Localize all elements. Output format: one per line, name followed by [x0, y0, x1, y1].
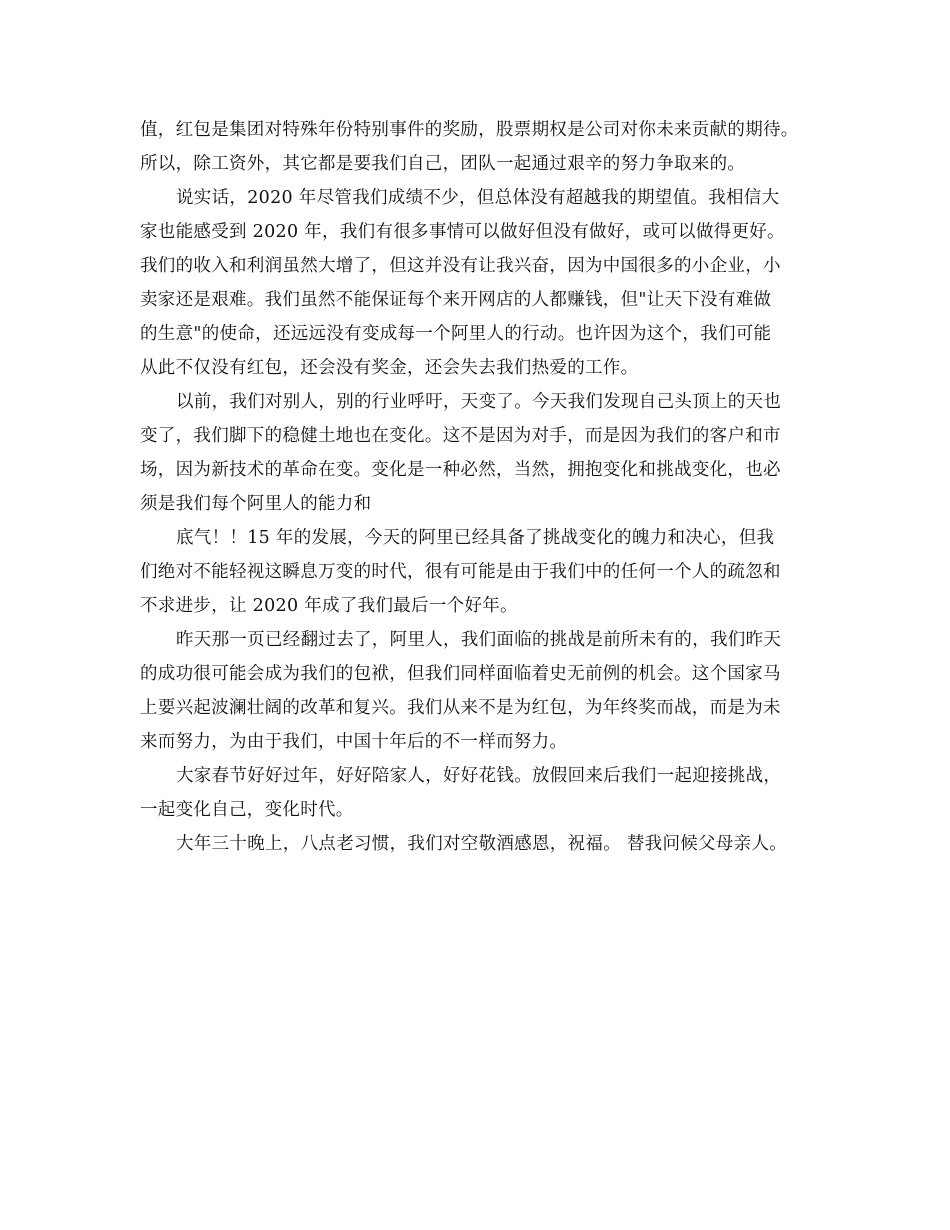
text-line: 上要兴起波澜壮阔的改革和复兴。我们从来不是为红包，为年终奖而战，而是为未: [140, 698, 781, 718]
text-line: 一起变化自己，变化时代。: [140, 800, 354, 820]
text-line: 不求进步，让 2020 年成了我们最后一个好年。: [140, 596, 518, 616]
text-line: 值，红包是集团对特殊年份特别事件的奖励，股票期权是公司对你未来贡献的期待。: [140, 120, 799, 140]
paragraph-1: [140, 113, 830, 181]
paragraph-7: [140, 827, 830, 861]
text-line: 卖家还是艰难。我们虽然不能保证每个来开网店的人都赚钱，但"让天下没有难做: [140, 290, 772, 310]
text-line: 须是我们每个阿里人的能力和: [140, 494, 372, 514]
text-line: 们绝对不能轻视这瞬息万变的时代，很有可能是由于我们中的任何一个人的疏忽和: [140, 562, 781, 582]
text-line: 从此不仅没有红包，还会没有奖金，还会失去我们热爱的工作。: [140, 358, 639, 378]
text-line: 的成功很可能会成为我们的包袱，但我们同样面临着史无前例的机会。这个国家马: [140, 664, 781, 684]
paragraph-3: [140, 385, 830, 521]
document-body: [140, 113, 830, 861]
text-line: 的生意"的使命，还远远没有变成每一个阿里人的行动。也许因为这个，我们可能: [140, 324, 772, 344]
text-line: 大年三十晚上，八点老习惯，我们对空敬酒感恩，祝福。 替我问候父母亲人。: [176, 834, 788, 854]
text-line: 我们的收入和利润虽然大增了，但这并没有让我兴奋，因为中国很多的小企业，小: [140, 256, 781, 276]
text-line: 底气！！15 年的发展，今天的阿里已经具备了挑战变化的魄力和决心，但我: [176, 528, 775, 548]
text-line: 变了，我们脚下的稳健土地也在变化。这不是因为对手，而是因为我们的客户和市: [140, 426, 781, 446]
text-line: 场，因为新技术的革命在变。变化是一种必然，当然，拥抱变化和挑战变化，也必: [140, 460, 781, 480]
text-line: 来而努力，为由于我们，中国十年后的不一样而努力。: [140, 732, 568, 752]
text-line: 大家春节好好过年，好好陪家人，好好花钱。放假回来后我们一起迎接挑战，: [176, 766, 782, 786]
paragraph-5: [140, 623, 830, 759]
paragraph-2: [140, 181, 830, 385]
text-line: 说实话，2020 年尽管我们成绩不少，但总体没有超越我的期望值。我相信大: [176, 188, 780, 208]
text-line: 家也能感受到 2020 年，我们有很多事情可以做好但没有做好，或可以做得更好。: [140, 222, 785, 242]
paragraph-4: [140, 521, 830, 623]
text-line: 所以，除工资外，其它都是要我们自己，团队一起通过艰辛的努力争取来的。: [140, 154, 746, 174]
paragraph-6: [140, 759, 830, 827]
text-line: 以前，我们对别人，别的行业呼吁，天变了。今天我们发现自己头顶上的天也: [176, 392, 782, 412]
text-line: 昨天那一页已经翻过去了，阿里人，我们面临的挑战是前所未有的，我们昨天: [176, 630, 782, 650]
